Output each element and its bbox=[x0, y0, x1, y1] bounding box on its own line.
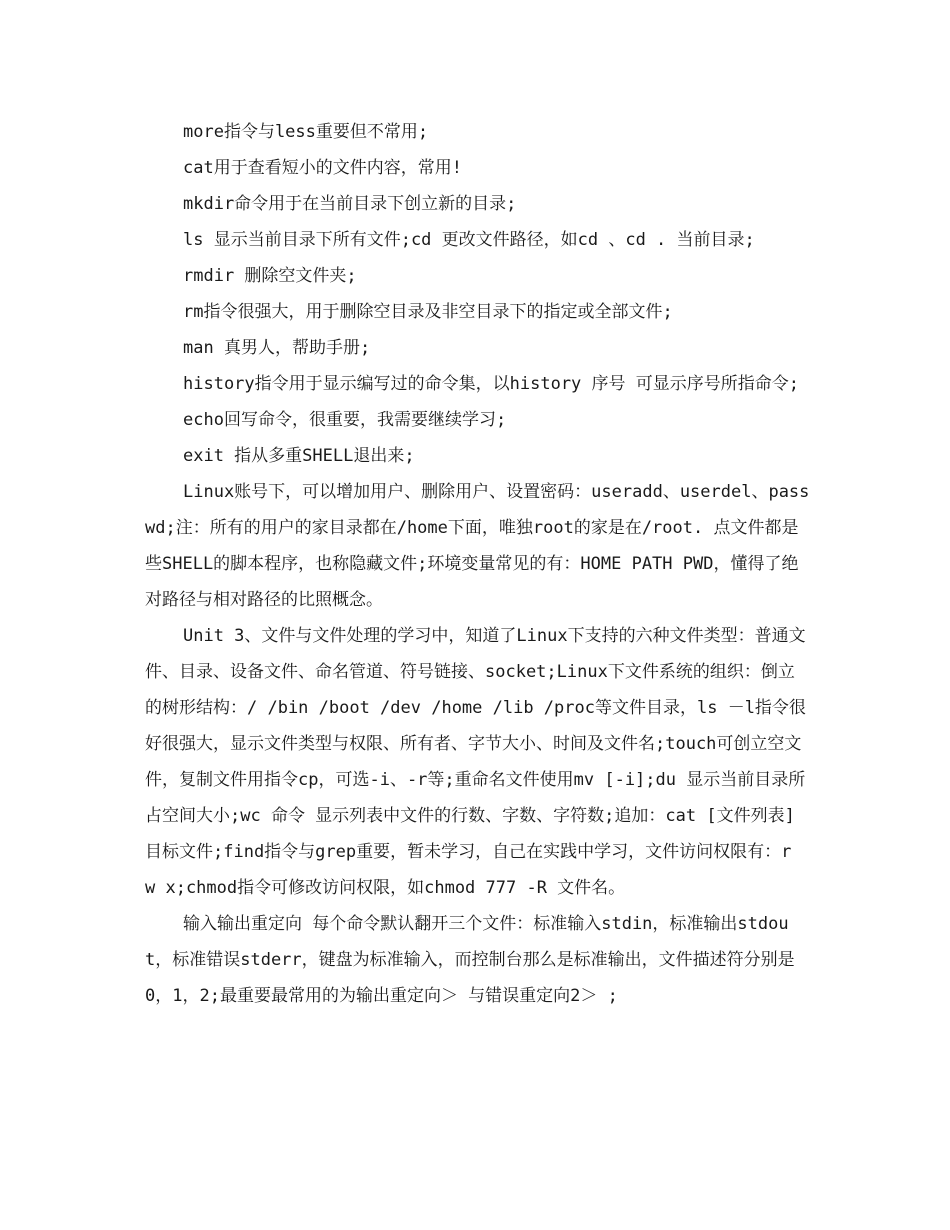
paragraph-man: man 真男人，帮助手册; bbox=[183, 338, 371, 358]
paragraph-history: history指令用于显示编写过的命令集，以history 序号 可显示序号所指命令; bbox=[183, 374, 799, 394]
paragraph-echo: echo回写命令，很重要，我需要继续学习; bbox=[183, 410, 507, 430]
paragraph-ls-cd: ls 显示当前目录下所有文件;cd 更改文件路径，如cd 、cd . 当前目录; bbox=[183, 230, 755, 250]
paragraph-unit3-files: Unit 3、文件与文件处理的学习中，知道了Linux下支持的六种文件类型：普通文件、目录、设备文件、命名管道、符号链接、socket;Linux下文件系统的组织：倒立的树形结构：/ /bin /boot /dev /home /lib /proc等文件目录，ls －l指令很好很强大，显示文件类型与权限、所有者、字节大小、时间及文件名;touch可创立空文件，复制文件用指令cp，可选-i、-r等;重命名文件使用mv [-i];du 显示当前目录所占空间大小;wc 命令 显示列表中文件的行数、字数、字符数;追加：cat [文件列表] 目标文件;find指令与grep重要，暂未学习，自己在实践中学习，文件访问权限有：r w x;chmod指令可修改访问权限，如chmod 777 -R 文件名。 bbox=[145, 626, 806, 898]
paragraph-io-redirection: 输入输出重定向 每个命令默认翻开三个文件：标准输入stdin，标准输出stdout，标准错误stderr，键盘为标准输入，而控制台那么是标准输出，文件描述符分别是0，1，2;最重要最常用的为输出重定向＞ 与错误重定向2＞ ; bbox=[145, 914, 795, 1006]
paragraph-mkdir: mkdir命令用于在当前目录下创立新的目录; bbox=[183, 194, 517, 214]
paragraph-more-less: more指令与less重要但不常用; bbox=[183, 122, 429, 142]
document-body bbox=[145, 114, 810, 1014]
paragraph-cat: cat用于查看短小的文件内容，常用! bbox=[183, 158, 462, 178]
paragraph-exit: exit 指从多重SHELL退出来; bbox=[183, 446, 415, 466]
paragraph-linux-account: Linux账号下，可以增加用户、删除用户、设置密码：useradd、userdel、passwd;注：所有的用户的家目录都在/home下面，唯独root的家是在/root. 点文件都是些SHELL的脚本程序，也称隐藏文件;环境变量常见的有：HOME PATH PWD，懂得了绝对路径与相对路径的比照概念。 bbox=[145, 482, 810, 610]
paragraph-rmdir: rmdir 删除空文件夹; bbox=[183, 266, 357, 286]
paragraph-rm: rm指令很强大，用于删除空目录及非空目录下的指定或全部文件; bbox=[183, 302, 673, 322]
